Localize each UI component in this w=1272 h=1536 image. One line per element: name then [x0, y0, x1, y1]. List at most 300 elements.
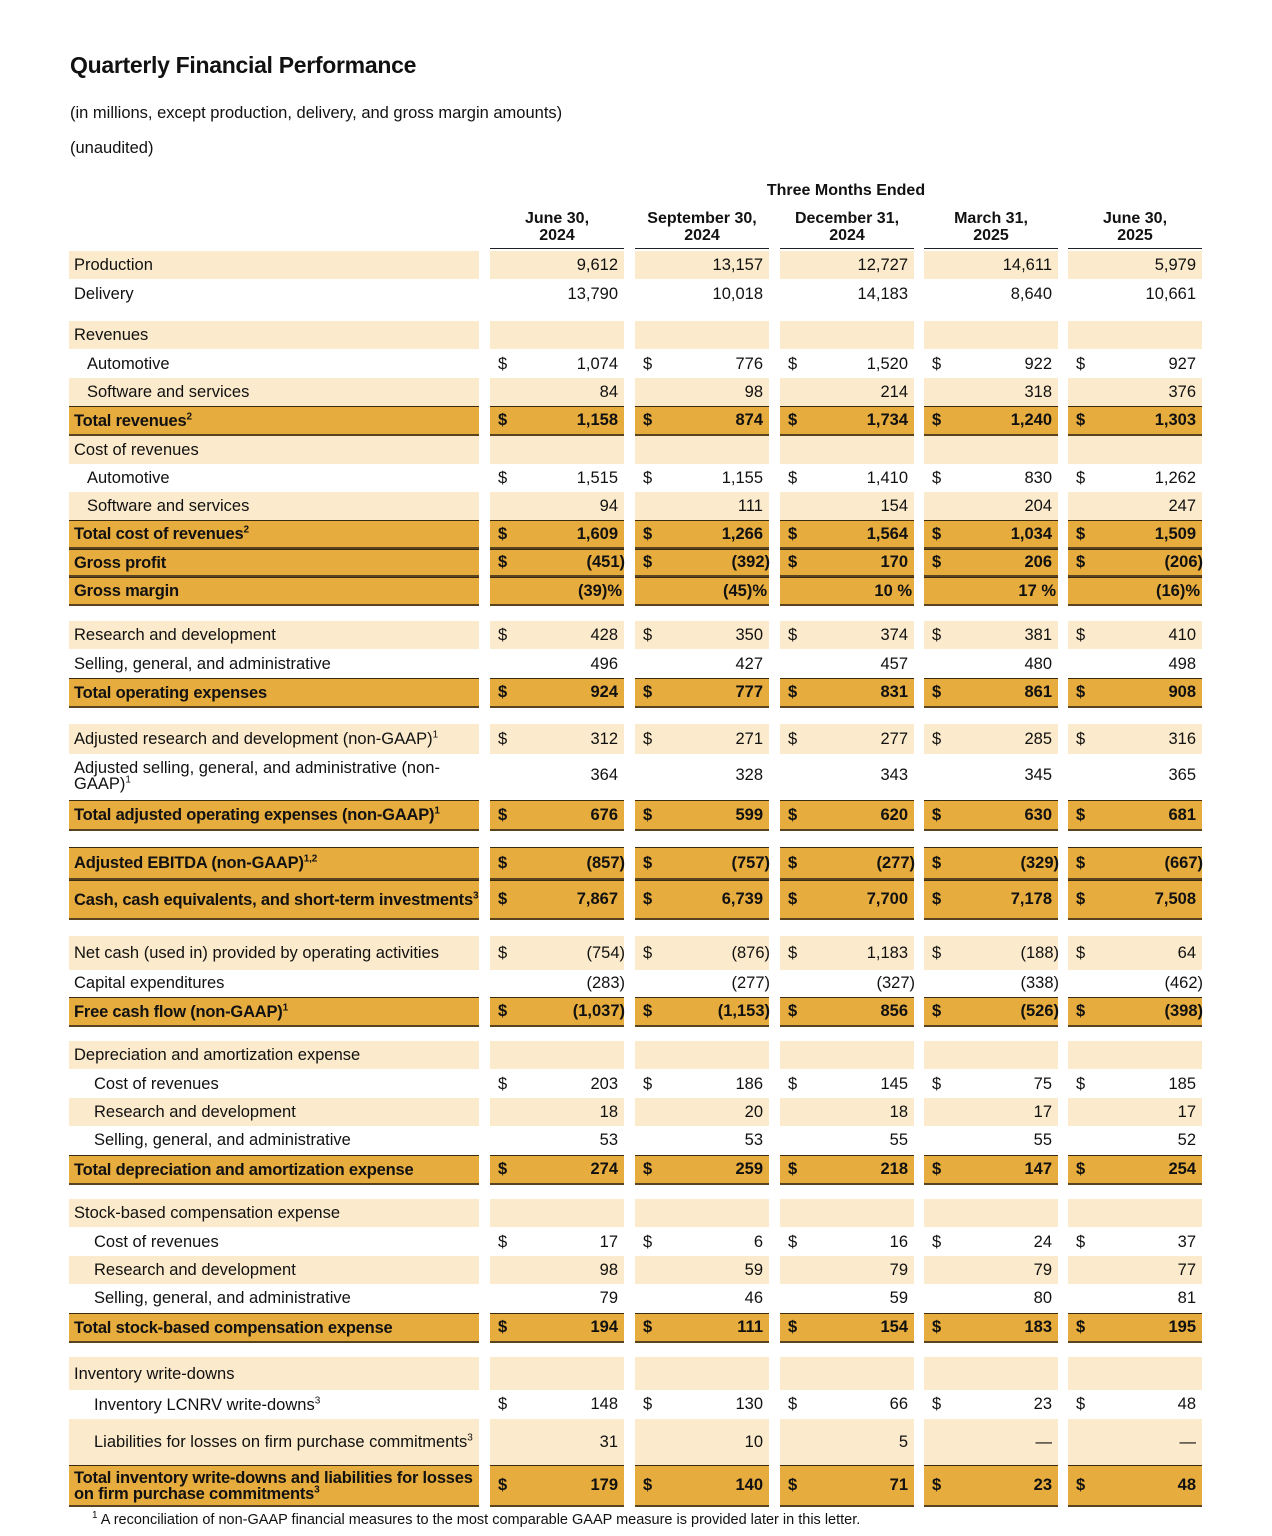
- table-row: [0, 1390, 1272, 1419]
- cell-value: (338): [1020, 973, 1059, 992]
- value-cell: [1068, 436, 1202, 464]
- value-cell: [1068, 321, 1202, 349]
- cell-value: 18: [889, 1102, 908, 1121]
- cell-value: 23: [1033, 1395, 1052, 1413]
- value-cell: [635, 549, 769, 577]
- value-cell: [1068, 724, 1202, 754]
- currency-symbol: $: [1076, 1476, 1086, 1494]
- currency-symbol: $: [788, 524, 798, 543]
- cell-value: 1,183: [866, 943, 908, 962]
- value-cell: [780, 650, 914, 678]
- row-label-text: Free cash flow (non-GAAP): [74, 1002, 283, 1021]
- currency-symbol: $: [643, 853, 653, 872]
- cell-value: 6: [753, 1232, 763, 1251]
- cell-value: 59: [744, 1260, 763, 1279]
- row-label-text: Research and development: [74, 626, 276, 644]
- value-cell: [780, 969, 914, 997]
- cell-value: 874: [735, 411, 763, 429]
- value-cell: [1068, 753, 1202, 798]
- row-label: [69, 280, 479, 308]
- value-cell: [780, 1390, 914, 1419]
- table-row: [0, 492, 1272, 520]
- table-row: [0, 969, 1272, 997]
- cell-value: 496: [590, 654, 618, 673]
- column-header-date: June 30,: [1102, 210, 1168, 227]
- row-label-text: Total cost of revenues: [74, 525, 244, 543]
- cell-value: 5,979: [1154, 255, 1196, 274]
- value-cell: [1068, 678, 1202, 708]
- value-cell: [635, 350, 769, 378]
- cell-value: 98: [744, 382, 763, 401]
- table-row: [0, 1256, 1272, 1284]
- row-label: [69, 1313, 479, 1343]
- value-cell: [924, 280, 1058, 308]
- value-cell: [924, 436, 1058, 464]
- cell-value: 20: [744, 1102, 763, 1121]
- total-row: [0, 678, 1272, 708]
- row-label: [69, 1256, 479, 1284]
- cell-value: (45)%: [722, 581, 767, 600]
- cell-value: (526): [1020, 1002, 1059, 1020]
- cell-value: 381: [1024, 625, 1052, 644]
- value-cell: [924, 1465, 1058, 1507]
- cell-value: (757): [731, 853, 770, 872]
- currency-symbol: $: [1076, 1074, 1086, 1093]
- currency-symbol: $: [932, 853, 942, 872]
- footnote-ref: 1: [432, 729, 439, 741]
- currency-symbol: $: [498, 1232, 508, 1251]
- table-row: [0, 1199, 1272, 1227]
- row-label-text: Adjusted EBITDA (non-GAAP): [74, 854, 304, 872]
- cell-value: (754): [586, 943, 625, 962]
- value-cell: [635, 1357, 769, 1390]
- currency-symbol: $: [643, 1002, 653, 1020]
- value-cell: [780, 1419, 914, 1465]
- value-cell: [924, 378, 1058, 406]
- cell-value: —: [1179, 1432, 1196, 1451]
- currency-symbol: $: [932, 411, 942, 429]
- cell-value: 271: [735, 729, 763, 748]
- value-cell: [635, 1098, 769, 1126]
- cell-value: 98: [599, 1260, 618, 1279]
- value-cell: [1068, 1390, 1202, 1419]
- units-note: (in millions, except production, delivery, and gross margin amounts): [70, 104, 563, 122]
- cell-value: 17: [1033, 1102, 1052, 1121]
- footnote-ref: 1,2: [303, 853, 318, 865]
- cell-value: 10: [744, 1432, 763, 1451]
- row-label-text: Revenues: [74, 326, 149, 344]
- total-row: [0, 1313, 1272, 1343]
- footnote-ref: 2: [186, 411, 192, 422]
- cell-value: (398): [1164, 1002, 1203, 1020]
- value-cell: [1068, 1070, 1202, 1098]
- value-cell: [924, 880, 1058, 920]
- cell-value: 599: [735, 805, 763, 824]
- value-cell: [1068, 1228, 1202, 1256]
- currency-symbol: $: [643, 683, 653, 701]
- value-cell: [780, 997, 914, 1027]
- total-row: [0, 1465, 1272, 1507]
- cell-value: 7,867: [576, 890, 618, 908]
- value-cell: [635, 1228, 769, 1256]
- value-cell: [490, 520, 624, 549]
- currency-symbol: $: [788, 890, 798, 908]
- cell-value: 1,734: [866, 411, 908, 429]
- value-cell: [924, 464, 1058, 492]
- row-label-text: Total revenues: [74, 411, 187, 430]
- row-label-text: Software and services: [87, 383, 250, 401]
- cell-value: 428: [590, 625, 618, 644]
- value-cell: [490, 724, 624, 754]
- value-cell: [780, 406, 914, 436]
- cell-value: (283): [586, 973, 625, 992]
- cell-value: 10,661: [1145, 284, 1196, 303]
- currency-symbol: $: [643, 729, 653, 748]
- value-cell: [490, 280, 624, 308]
- value-cell: [924, 800, 1058, 831]
- cell-value: 247: [1168, 496, 1196, 515]
- currency-symbol: $: [643, 1074, 653, 1093]
- cell-value: 830: [1024, 468, 1052, 487]
- value-cell: [635, 847, 769, 880]
- row-label: [69, 1126, 479, 1154]
- row-label: [69, 1284, 479, 1312]
- value-cell: [924, 1041, 1058, 1069]
- row-label: [69, 321, 479, 349]
- value-cell: [490, 997, 624, 1027]
- row-label-text: Selling, general, and administrative: [94, 1289, 351, 1307]
- value-cell: [780, 621, 914, 649]
- cell-value: 48: [1177, 1395, 1196, 1413]
- value-cell: [780, 549, 914, 577]
- row-label-text: Stock-based compensation expense: [74, 1204, 340, 1222]
- row-label: [69, 936, 479, 970]
- row-label: [69, 406, 479, 436]
- total-row: [0, 800, 1272, 831]
- currency-symbol: $: [498, 1395, 508, 1413]
- currency-symbol: $: [643, 524, 653, 543]
- cell-value: 66: [889, 1395, 908, 1413]
- cell-value: (327): [876, 973, 915, 992]
- currency-symbol: $: [788, 1476, 798, 1494]
- column-header: [490, 210, 624, 244]
- column-header-date: September 30,: [647, 210, 757, 227]
- cell-value: 376: [1168, 382, 1196, 401]
- value-cell: [780, 1041, 914, 1069]
- cell-value: 14,183: [857, 284, 908, 303]
- currency-symbol: $: [1076, 890, 1086, 908]
- currency-symbol: $: [498, 1318, 508, 1336]
- row-label: [69, 492, 479, 520]
- value-cell: [924, 753, 1058, 798]
- currency-symbol: $: [1076, 1232, 1086, 1251]
- footnote-ref: 1: [282, 1002, 288, 1013]
- value-cell: [780, 1357, 914, 1390]
- value-cell: [490, 880, 624, 920]
- cell-value: 23: [1033, 1476, 1052, 1494]
- cell-value: (329): [1020, 853, 1059, 872]
- value-cell: [780, 753, 914, 798]
- cell-value: (277): [731, 973, 770, 992]
- column-header-rule: [1068, 248, 1202, 249]
- currency-symbol: $: [1076, 468, 1086, 487]
- value-cell: [635, 1041, 769, 1069]
- value-cell: [490, 1199, 624, 1227]
- value-cell: [635, 1419, 769, 1465]
- currency-symbol: $: [1076, 625, 1086, 644]
- cell-value: 186: [735, 1074, 763, 1093]
- currency-symbol: $: [643, 1160, 653, 1178]
- column-header-date: December 31,: [794, 210, 900, 227]
- footnote-ref: 1: [434, 805, 440, 817]
- column-header: [780, 210, 914, 244]
- value-cell: [490, 321, 624, 349]
- value-cell: [490, 621, 624, 649]
- cell-value: 345: [1024, 766, 1052, 784]
- value-cell: [490, 1419, 624, 1465]
- value-cell: [924, 1199, 1058, 1227]
- total-row: [0, 880, 1272, 920]
- value-cell: [924, 678, 1058, 708]
- currency-symbol: $: [932, 354, 942, 373]
- total-row: [0, 847, 1272, 880]
- total-row: [0, 520, 1272, 549]
- currency-symbol: $: [643, 1232, 653, 1251]
- footnote-1: [92, 1512, 860, 1528]
- cell-value: (39)%: [577, 581, 622, 600]
- row-label: [69, 577, 479, 606]
- value-cell: [1068, 1465, 1202, 1507]
- footnote-ref: 2: [243, 524, 249, 536]
- value-cell: [635, 621, 769, 649]
- cell-value: 480: [1024, 654, 1052, 673]
- value-cell: [924, 1155, 1058, 1185]
- value-cell: [490, 350, 624, 378]
- row-label-text: Capital expenditures: [74, 974, 225, 992]
- column-header-year: 2025: [1117, 227, 1153, 244]
- value-cell: [1068, 350, 1202, 378]
- table-row: [0, 350, 1272, 378]
- currency-symbol: $: [932, 683, 942, 701]
- row-label-text: Automotive: [87, 469, 170, 487]
- value-cell: [780, 577, 914, 606]
- cell-value: 185: [1168, 1074, 1196, 1093]
- currency-symbol: $: [1076, 1395, 1086, 1413]
- cell-value: 259: [735, 1160, 763, 1178]
- currency-symbol: $: [498, 890, 508, 908]
- value-cell: [490, 678, 624, 708]
- row-label: [69, 464, 479, 492]
- row-label: [69, 520, 479, 549]
- cell-value: 8,640: [1010, 284, 1052, 303]
- cell-value: 79: [1033, 1260, 1052, 1279]
- column-header: [924, 210, 1058, 244]
- value-cell: [924, 1098, 1058, 1126]
- value-cell: [1068, 1419, 1202, 1465]
- currency-symbol: $: [932, 943, 942, 962]
- row-label-text: Delivery: [74, 285, 134, 303]
- value-cell: [924, 724, 1058, 754]
- cell-value: 681: [1168, 805, 1196, 824]
- value-cell: [780, 847, 914, 880]
- value-cell: [635, 650, 769, 678]
- value-cell: [490, 969, 624, 997]
- cell-value: 75: [1033, 1074, 1052, 1093]
- cell-value: 183: [1024, 1318, 1052, 1336]
- row-label-text: Depreciation and amortization expense: [74, 1046, 361, 1064]
- value-cell: [635, 1126, 769, 1154]
- row-label-text: Cost of revenues: [94, 1075, 219, 1093]
- cell-value: 254: [1168, 1160, 1196, 1178]
- value-cell: [635, 800, 769, 831]
- cell-value: 17 %: [1018, 581, 1056, 600]
- footnote-ref: 3: [314, 1395, 321, 1406]
- column-header: [635, 210, 769, 244]
- column-header-rule: [924, 248, 1058, 249]
- currency-symbol: $: [498, 625, 508, 644]
- value-cell: [635, 436, 769, 464]
- value-cell: [635, 251, 769, 279]
- period-header: Three Months Ended: [766, 182, 926, 199]
- cell-value: (462): [1164, 973, 1203, 992]
- currency-symbol: $: [932, 1074, 942, 1093]
- currency-symbol: $: [788, 1318, 798, 1336]
- row-label: [69, 1199, 479, 1227]
- currency-symbol: $: [788, 553, 798, 571]
- value-cell: [1068, 1199, 1202, 1227]
- currency-symbol: $: [498, 524, 508, 543]
- value-cell: [1068, 406, 1202, 436]
- value-cell: [490, 436, 624, 464]
- value-cell: [780, 678, 914, 708]
- currency-symbol: $: [643, 805, 653, 824]
- value-cell: [1068, 464, 1202, 492]
- value-cell: [924, 936, 1058, 970]
- cell-value: 312: [590, 729, 618, 748]
- value-cell: [1068, 251, 1202, 279]
- cell-value: 365: [1168, 766, 1196, 784]
- column-header: [1068, 210, 1202, 244]
- footnote-text: A reconciliation of non-GAAP financial measures to the most comparable GAAP measure is provided later in this letter.: [100, 1512, 861, 1528]
- value-cell: [490, 1390, 624, 1419]
- total-row: [0, 997, 1272, 1027]
- cell-value: 277: [880, 729, 908, 748]
- value-cell: [780, 321, 914, 349]
- table-row: [0, 1284, 1272, 1312]
- total-row: [0, 1155, 1272, 1185]
- cell-value: (1,153): [717, 1002, 770, 1020]
- value-cell: [1068, 549, 1202, 577]
- value-cell: [1068, 936, 1202, 970]
- currency-symbol: $: [788, 1002, 798, 1020]
- value-cell: [780, 1199, 914, 1227]
- table-row: [0, 1041, 1272, 1069]
- row-label-text: Gross profit: [74, 553, 167, 572]
- value-cell: [490, 1155, 624, 1185]
- currency-symbol: $: [788, 1232, 798, 1251]
- cell-value: 214: [880, 382, 908, 401]
- cell-value: 53: [744, 1130, 763, 1149]
- total-row: [0, 406, 1272, 436]
- value-cell: [780, 520, 914, 549]
- value-cell: [635, 1390, 769, 1419]
- value-cell: [490, 251, 624, 279]
- value-cell: [924, 406, 1058, 436]
- value-cell: [924, 997, 1058, 1027]
- row-label: [69, 800, 479, 831]
- value-cell: [635, 321, 769, 349]
- currency-symbol: $: [643, 1395, 653, 1413]
- currency-symbol: $: [932, 1160, 942, 1178]
- row-label: [69, 350, 479, 378]
- value-cell: [924, 549, 1058, 577]
- currency-symbol: $: [788, 354, 798, 373]
- cell-value: 12,727: [857, 255, 908, 274]
- value-cell: [780, 1465, 914, 1507]
- row-label-text: Selling, general, and administrative: [94, 1131, 351, 1149]
- value-cell: [635, 520, 769, 549]
- value-cell: [490, 406, 624, 436]
- value-cell: [490, 1357, 624, 1390]
- value-cell: [1068, 997, 1202, 1027]
- cell-value: 130: [735, 1395, 763, 1413]
- cell-value: —: [1035, 1432, 1052, 1451]
- row-label: [69, 753, 479, 798]
- value-cell: [1068, 1126, 1202, 1154]
- currency-symbol: $: [498, 683, 508, 701]
- currency-symbol: $: [788, 1395, 798, 1413]
- value-cell: [490, 1465, 624, 1507]
- value-cell: [780, 464, 914, 492]
- value-cell: [924, 847, 1058, 880]
- cell-value: 218: [880, 1160, 908, 1178]
- value-cell: [780, 378, 914, 406]
- cell-value: 94: [599, 496, 618, 515]
- value-cell: [490, 753, 624, 798]
- total-row: [0, 577, 1272, 606]
- value-cell: [490, 1313, 624, 1343]
- cell-value: 14,611: [1002, 255, 1052, 274]
- row-label: [69, 880, 479, 920]
- row-label-text: Total adjusted operating expenses (non-GAAP): [74, 806, 435, 824]
- value-cell: [780, 936, 914, 970]
- row-label-text: Total inventory write-downs and liabilities for losses on firm purchase commitments: [74, 1468, 473, 1503]
- currency-symbol: $: [498, 1002, 508, 1020]
- currency-symbol: $: [498, 943, 508, 962]
- cell-value: (667): [1164, 853, 1203, 872]
- cell-value: 316: [1168, 729, 1196, 748]
- table-row: [0, 378, 1272, 406]
- cell-value: 343: [880, 766, 908, 784]
- column-header-year: 2024: [684, 227, 720, 244]
- value-cell: [1068, 1313, 1202, 1343]
- table-row: [0, 280, 1272, 308]
- value-cell: [924, 650, 1058, 678]
- value-cell: [780, 880, 914, 920]
- cell-value: 9,612: [576, 255, 618, 274]
- value-cell: [780, 800, 914, 831]
- value-cell: [1068, 1155, 1202, 1185]
- cell-value: 24: [1033, 1232, 1052, 1251]
- currency-symbol: $: [1076, 1318, 1086, 1336]
- currency-symbol: $: [932, 625, 942, 644]
- value-cell: [780, 251, 914, 279]
- table-row: [0, 936, 1272, 970]
- cell-value: 147: [1024, 1160, 1052, 1178]
- cell-value: 52: [1177, 1130, 1196, 1149]
- cell-value: 79: [599, 1288, 618, 1307]
- cell-value: 776: [735, 354, 763, 373]
